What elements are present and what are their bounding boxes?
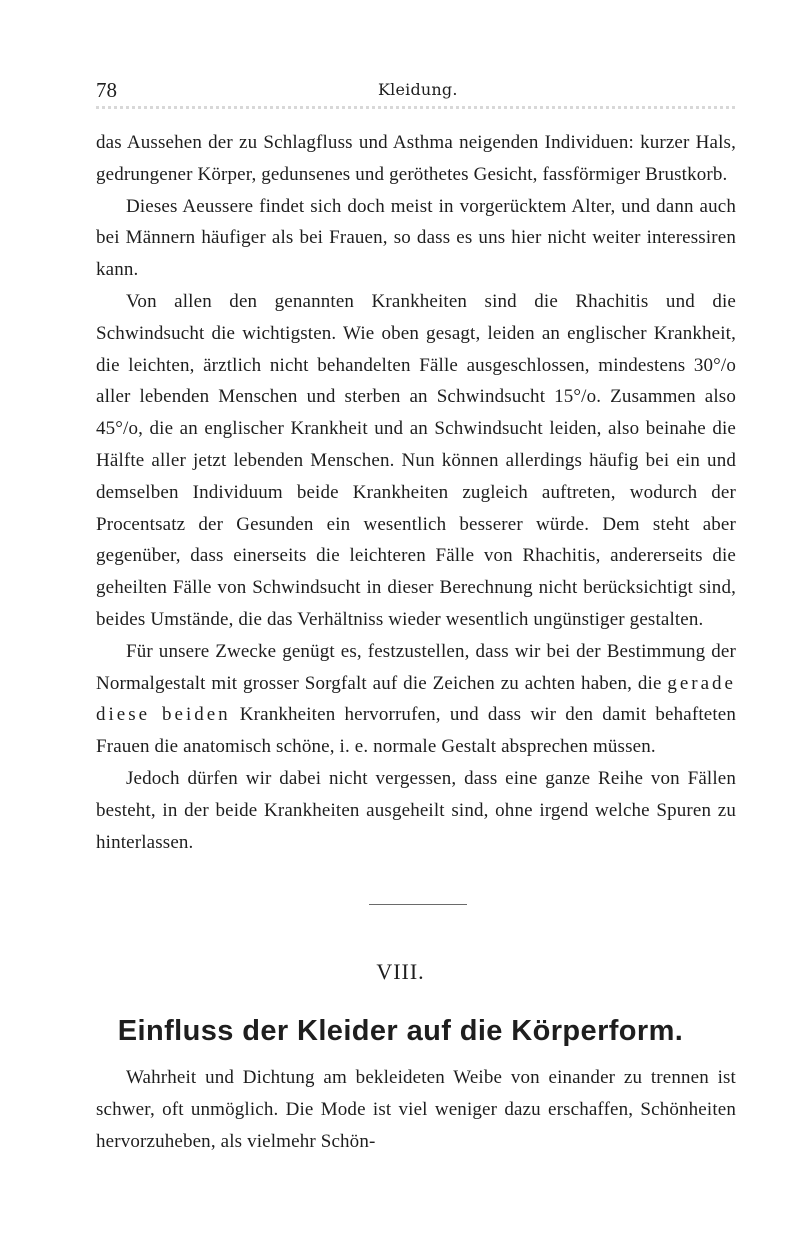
chapter-title: Einfluss der Kleider auf die Körperform. [117, 1015, 684, 1047]
paragraph-5: Jedoch dürfen wir dabei nicht vergessen, dass eine ganze Reihe von Fällen besteht, in der beide Krankheiten ausgeheilt sind, ohne irgend welche Spuren zu hinterlassen. [96, 767, 736, 853]
paragraph-4 [96, 636, 736, 763]
chapter-number: VIII. [376, 959, 425, 984]
header-rule [96, 106, 736, 109]
paragraph-3: Von allen den genannten Krankheiten sind die Rhachitis und die Schwindsucht die wichtigsten. Wie oben gesagt, leiden an englischer Krankheit, die leichten, ärztlich nicht behandelten Fälle ausgeschlossen, mindestens 30°/o aller lebenden Menschen und sterben an Schwindsucht 15°/o. Zusammen also 45°/o, die an englischer Krankheit und an Schwindsucht leiden, also beinahe die Hälfte aller jetzt lebenden Menschen. Nun können allerdings häufig bei ein und demselben Individuum beide Krankheiten zugleich auftreten, wodurch der Procentsatz der Gesunden ein wesentlich besserer würde. Dem steht aber gegenüber, dass einerseits die leichteren Fälle von Rhachitis, andererseits die geheilten Fälle von Schwindsucht in dieser Berechnung nicht berücksichtigt sind, beides Umstände, die das Verhältniss wieder wesentlich ungünstiger gestalten. [96, 290, 736, 630]
page-header [96, 78, 736, 108]
section-divider [369, 904, 467, 905]
emphasized-phrase: gerade diese beiden [96, 672, 736, 726]
paragraph-1: das Aussehen der zu Schlagfluss und Asthma neigenden Individuen: kurzer Hals, gedrungener Körper, gedunsenes und geröthetes Gesicht, fassförmiger Brustkorb. [96, 132, 736, 185]
paragraph-4-start: Für unsere Zwecke genügt es, festzustellen, dass wir bei der Bestimmung der Normalgestalt mit grosser Sorgfalt auf die Zeichen zu achten haben, die [96, 640, 736, 694]
page-number: 78 [96, 78, 117, 102]
paragraph-2: Dieses Aeussere findet sich doch meist in vorgerücktem Alter, und dann auch bei Männern häufiger als bei Frauen, so dass es uns hier nicht weiter interessiren kann. [96, 195, 736, 281]
chapter-paragraph-1: Wahrheit und Dichtung am bekleideten Weibe von einander zu trennen ist schwer, oft unmöglich. Die Mode ist viel weniger dazu erschaffen, Schönheiten hervorzuheben, als vielmehr Schön- [96, 1067, 736, 1152]
running-head: Kleidung. [378, 80, 458, 99]
body-text [96, 127, 736, 858]
chapter-text [96, 1062, 736, 1157]
paragraph-4-end: Krankheiten hervorrufen, und dass wir den damit behafteten Frauen die anatomisch schöne, i. e. normale Gestalt absprechen müssen. [96, 704, 736, 758]
